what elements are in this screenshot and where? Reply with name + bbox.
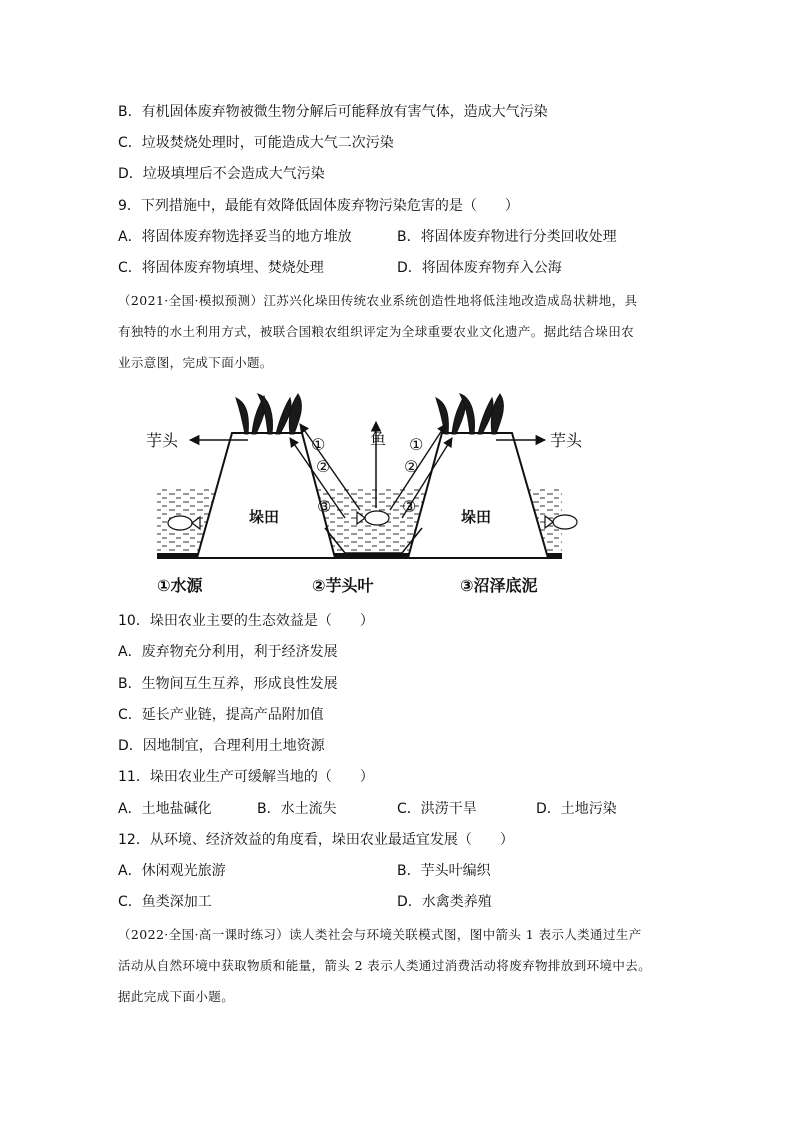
q11-option-c: C．洪涝干旱 bbox=[397, 801, 477, 817]
option-d: D．垃圾填埋后不会造成大气污染 bbox=[118, 166, 325, 182]
context-2-line-1: （2022·全国·高一课时练习）读人类社会与环境关联模式图，图中箭头 1 表示人类通过生产 bbox=[118, 927, 642, 942]
q11-option-a: A．土地盐碱化 bbox=[118, 801, 212, 817]
question-11-stem: 11．垛田农业生产可缓解当地的（ ） bbox=[118, 769, 374, 785]
right-field bbox=[408, 433, 548, 558]
label-3-left: ③ bbox=[317, 497, 332, 516]
q11-option-d: D．土地污染 bbox=[536, 801, 617, 817]
legend-water-source: ①水源 bbox=[157, 576, 203, 595]
q11-option-b: B．水土流失 bbox=[257, 801, 337, 817]
fish-label: 鱼 bbox=[370, 429, 387, 448]
q12-option-b: B．芋头叶编织 bbox=[397, 863, 491, 879]
context-2-line-3: 据此完成下面小题。 bbox=[118, 989, 235, 1004]
context-1-line-1: （2021·全国·模拟预测）江苏兴化垛田传统农业系统创造性地将低洼地改造成岛状耕地，具 bbox=[118, 293, 638, 308]
option-b: B．有机固体废弃物被微生物分解后可能释放有害气体，造成大气污染 bbox=[118, 104, 548, 120]
left-field-label: 垛田 bbox=[249, 508, 280, 526]
question-10-stem: 10．垛田农业主要的生态效益是（ ） bbox=[118, 613, 374, 629]
right-taro-label: 芋头 bbox=[550, 431, 583, 450]
q10-option-a: A．废弃物充分利用，利于经济发展 bbox=[118, 644, 338, 660]
label-2-right: ② bbox=[404, 457, 419, 476]
option-c: C．垃圾焚烧处理时，可能造成大气二次污染 bbox=[118, 135, 394, 151]
context-1-line-2: 有独特的水土利用方式，被联合国粮农组织评定为全球重要农业文化遗产。据此结合垛田农 bbox=[118, 324, 635, 339]
question-9-stem: 9．下列措施中，最能有效降低固体废弃物污染危害的是（ ） bbox=[118, 198, 519, 214]
taro-plants-left bbox=[236, 394, 301, 434]
context-2-line-2: 活动从自然环境中获取物质和能量，箭头 2 表示人类通过消费活动将废弃物排放到环境中去。 bbox=[118, 958, 652, 973]
q9-option-d: D．将固体废弃物弃入公海 bbox=[397, 260, 562, 276]
legend-taro-leaf: ②芋头叶 bbox=[312, 576, 374, 595]
q12-option-a: A．休闲观光旅游 bbox=[118, 863, 226, 879]
label-1-left: ① bbox=[311, 435, 326, 454]
question-12-stem: 12．从环境、经济效益的角度看，垛田农业最适宜发展（ ） bbox=[118, 832, 514, 848]
taro-plants-right bbox=[436, 394, 503, 434]
duotian-diagram bbox=[140, 388, 600, 600]
q9-option-c: C．将固体废弃物填埋、焚烧处理 bbox=[118, 260, 324, 276]
q10-option-c: C．延长产业链，提高产品附加值 bbox=[118, 707, 324, 723]
right-field-label: 垛田 bbox=[461, 508, 492, 526]
context-1-line-3: 业示意图，完成下面小题。 bbox=[118, 355, 273, 370]
label-1-right: ① bbox=[409, 435, 424, 454]
q10-option-d: D．因地制宜，合理利用土地资源 bbox=[118, 738, 325, 754]
q12-option-c: C．鱼类深加工 bbox=[118, 894, 212, 910]
legend-swamp-mud: ③沼泽底泥 bbox=[460, 576, 538, 595]
left-taro-label: 芋头 bbox=[146, 431, 179, 450]
q10-option-b: B．生物间互生互养，形成良性发展 bbox=[118, 676, 338, 692]
q9-option-a: A．将固体废弃物选择妥当的地方堆放 bbox=[118, 229, 352, 245]
q9-option-b: B．将固体废弃物进行分类回收处理 bbox=[397, 229, 617, 245]
label-2-left: ② bbox=[316, 457, 331, 476]
label-3-right: ③ bbox=[402, 497, 417, 516]
q12-option-d: D．水禽类养殖 bbox=[397, 894, 492, 910]
